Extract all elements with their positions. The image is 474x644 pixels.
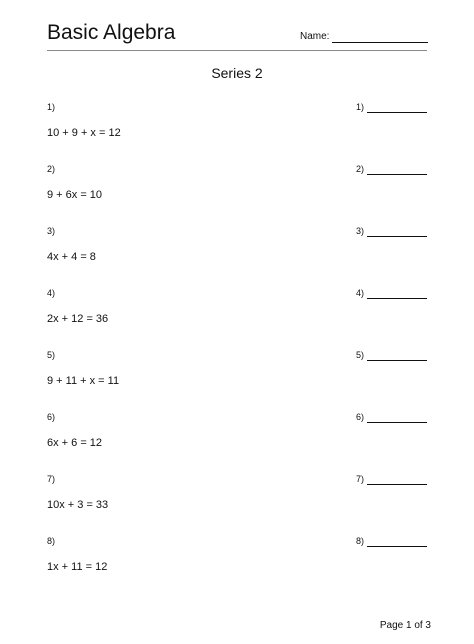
problem-number: 1)	[47, 102, 56, 112]
answer-field[interactable]	[356, 226, 427, 237]
problem-equation: 10x + 3 = 33	[47, 499, 109, 511]
answer-label: 3)	[355, 226, 364, 236]
answer-blank-line[interactable]	[367, 166, 427, 175]
page-title: Basic Algebra	[47, 21, 176, 44]
answer-label: 4)	[355, 288, 364, 298]
answer-blank-line[interactable]	[367, 352, 427, 361]
answer-field[interactable]	[356, 288, 427, 299]
name-label: Name:	[300, 31, 330, 42]
answer-field[interactable]	[356, 412, 427, 423]
problem-equation: 10 + 9 + x = 12	[47, 127, 121, 139]
problem-equation: 9 + 11 + x = 11	[47, 375, 120, 387]
answer-blank-line[interactable]	[367, 538, 427, 547]
problem-item	[47, 474, 427, 524]
page-number: Page 1 of 3	[379, 620, 431, 631]
answer-blank-line[interactable]	[367, 476, 427, 485]
answer-label: 5)	[355, 350, 364, 360]
problem-number: 2)	[47, 164, 56, 174]
name-field[interactable]	[300, 31, 428, 43]
header-divider	[47, 50, 427, 51]
problem-equation: 2x + 12 = 36	[47, 313, 109, 325]
answer-field[interactable]	[356, 164, 427, 175]
answer-blank-line[interactable]	[367, 414, 427, 423]
answer-label: 1)	[355, 102, 364, 112]
answer-field[interactable]	[356, 102, 427, 113]
problem-number: 6)	[47, 412, 56, 422]
answer-label: 7)	[355, 474, 364, 484]
answer-label: 2)	[355, 164, 364, 174]
answer-label: 8)	[355, 536, 364, 546]
problem-equation: 1x + 11 = 12	[47, 561, 108, 573]
problem-equation: 4x + 4 = 8	[47, 251, 96, 263]
problem-equation: 6x + 6 = 12	[47, 437, 103, 449]
problem-number: 7)	[47, 474, 56, 484]
answer-field[interactable]	[356, 536, 427, 547]
problem-number: 3)	[47, 226, 56, 236]
problem-item	[47, 164, 427, 214]
problem-item	[47, 226, 427, 276]
answer-field[interactable]	[356, 350, 427, 361]
problem-number: 8)	[47, 536, 56, 546]
name-blank-line[interactable]	[332, 33, 428, 43]
problem-item	[47, 102, 427, 152]
problem-item	[47, 536, 427, 586]
problem-number: 4)	[47, 288, 56, 298]
answer-blank-line[interactable]	[367, 228, 427, 237]
problem-number: 5)	[47, 350, 56, 360]
problem-item	[47, 412, 427, 462]
answer-blank-line[interactable]	[367, 290, 427, 299]
problem-item	[47, 350, 427, 400]
answer-field[interactable]	[356, 474, 427, 485]
problem-equation: 9 + 6x = 10	[47, 189, 103, 201]
answer-label: 6)	[355, 412, 364, 422]
series-title: Series 2	[211, 65, 263, 81]
problem-item	[47, 288, 427, 338]
answer-blank-line[interactable]	[367, 104, 427, 113]
